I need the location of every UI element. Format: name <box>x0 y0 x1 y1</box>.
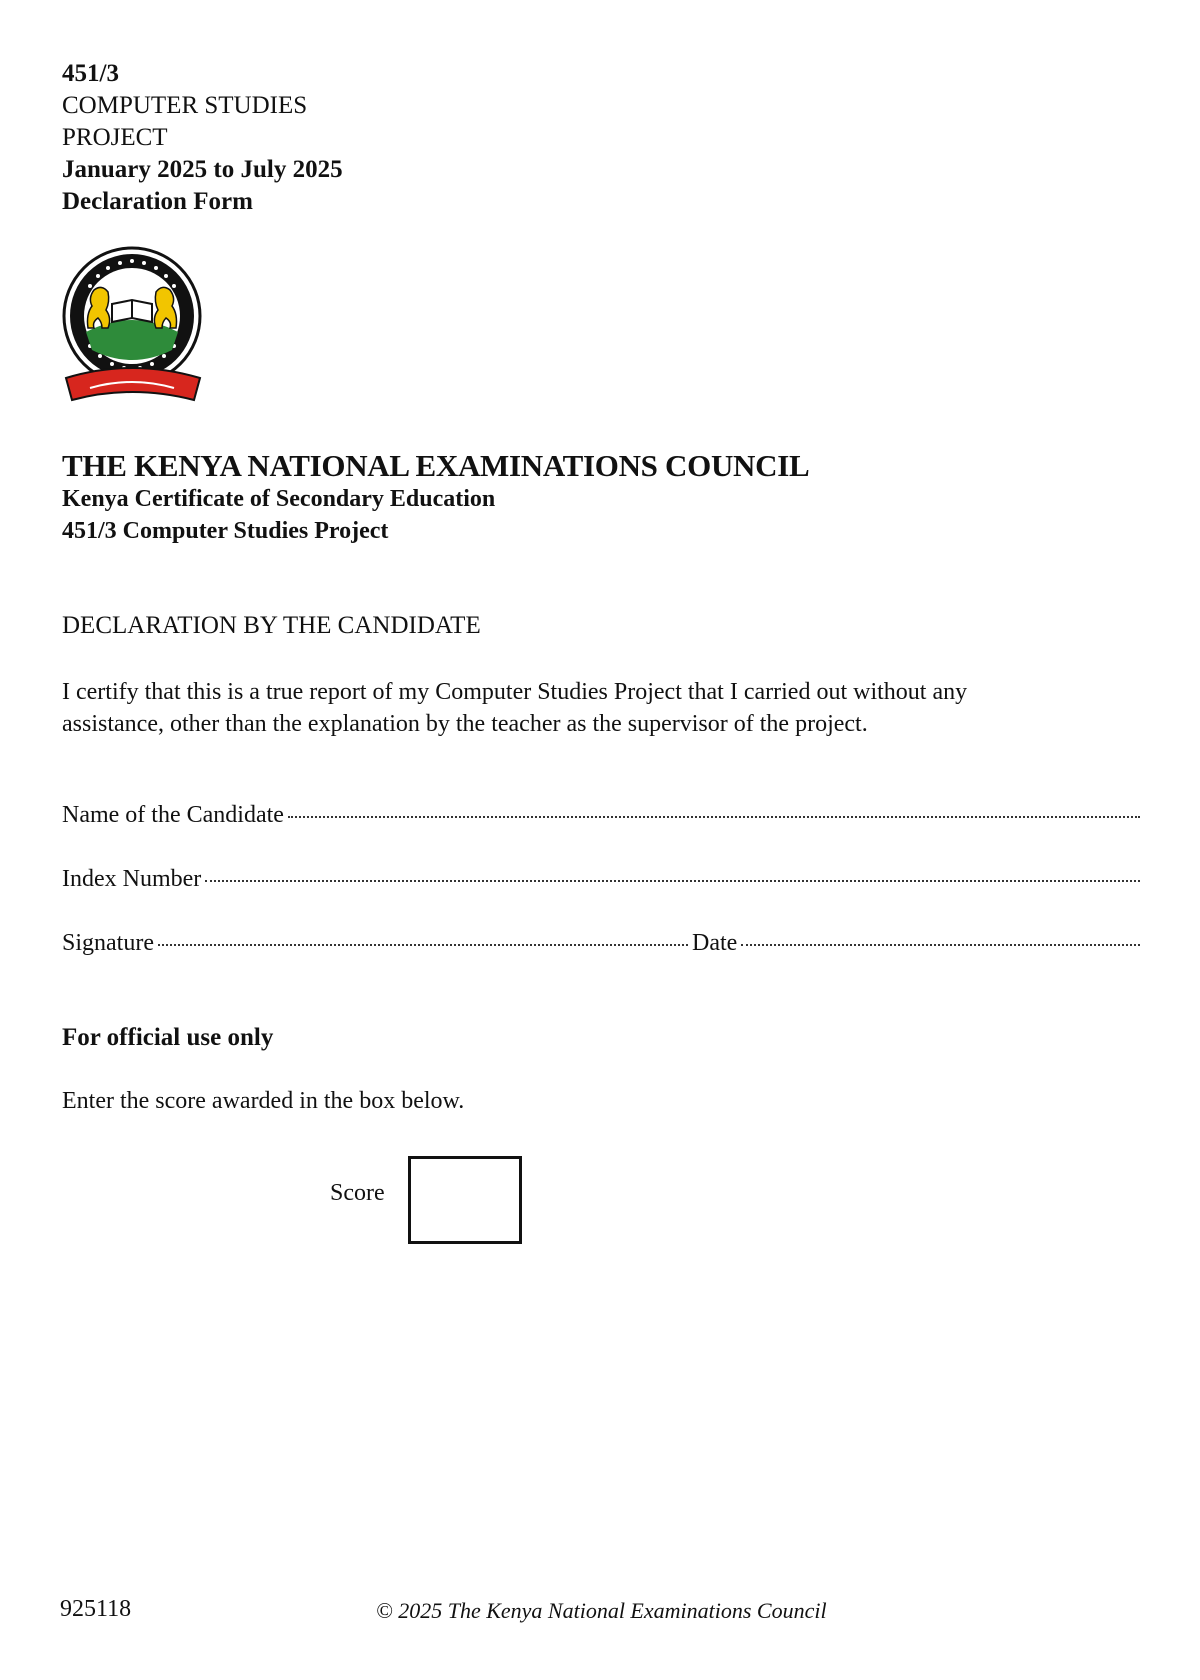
declaration-line-1: I certify that this is a true report of my Computer Studies Project that I carried out without any <box>62 679 968 705</box>
project-title: 451/3 Computer Studies Project <box>62 518 389 544</box>
declaration-heading: DECLARATION BY THE CANDIDATE <box>62 612 481 639</box>
council-title: THE KENYA NATIONAL EXAMINATIONS COUNCIL <box>62 448 810 483</box>
score-box[interactable] <box>408 1156 522 1244</box>
paper-code: 451/3 <box>62 60 119 87</box>
score-instruction: Enter the score awarded in the box below. <box>62 1088 465 1114</box>
date-line[interactable] <box>741 944 1140 946</box>
declaration-text <box>62 676 1142 740</box>
official-use-heading: For official use only <box>62 1024 274 1051</box>
candidate-name-label: Name of the Candidate <box>62 802 284 828</box>
index-number-label: Index Number <box>62 866 202 892</box>
signature-label: Signature <box>62 930 154 956</box>
declaration-line-2: assistance, other than the explanation by the teacher as the supervisor of the project. <box>62 711 868 737</box>
date-label: Date <box>691 930 738 956</box>
candidate-name-field[interactable] <box>62 802 1144 829</box>
signature-date-field[interactable] <box>62 930 1144 957</box>
score-label: Score <box>330 1180 385 1206</box>
footer-code: 925118 <box>60 1596 132 1622</box>
candidate-name-line[interactable] <box>288 816 1140 818</box>
subject-name: COMPUTER STUDIES <box>62 92 308 119</box>
signature-line[interactable] <box>158 944 688 946</box>
paper-name: PROJECT <box>62 124 168 151</box>
index-number-line[interactable] <box>205 880 1140 882</box>
form-name: Declaration Form <box>62 188 253 215</box>
certificate-title: Kenya Certificate of Secondary Education <box>62 486 496 512</box>
knec-crest-icon <box>60 246 206 410</box>
footer-copyright: © 2025 The Kenya National Examinations Council <box>376 1598 827 1623</box>
exam-period: January 2025 to July 2025 <box>62 156 343 183</box>
index-number-field[interactable] <box>62 866 1144 893</box>
